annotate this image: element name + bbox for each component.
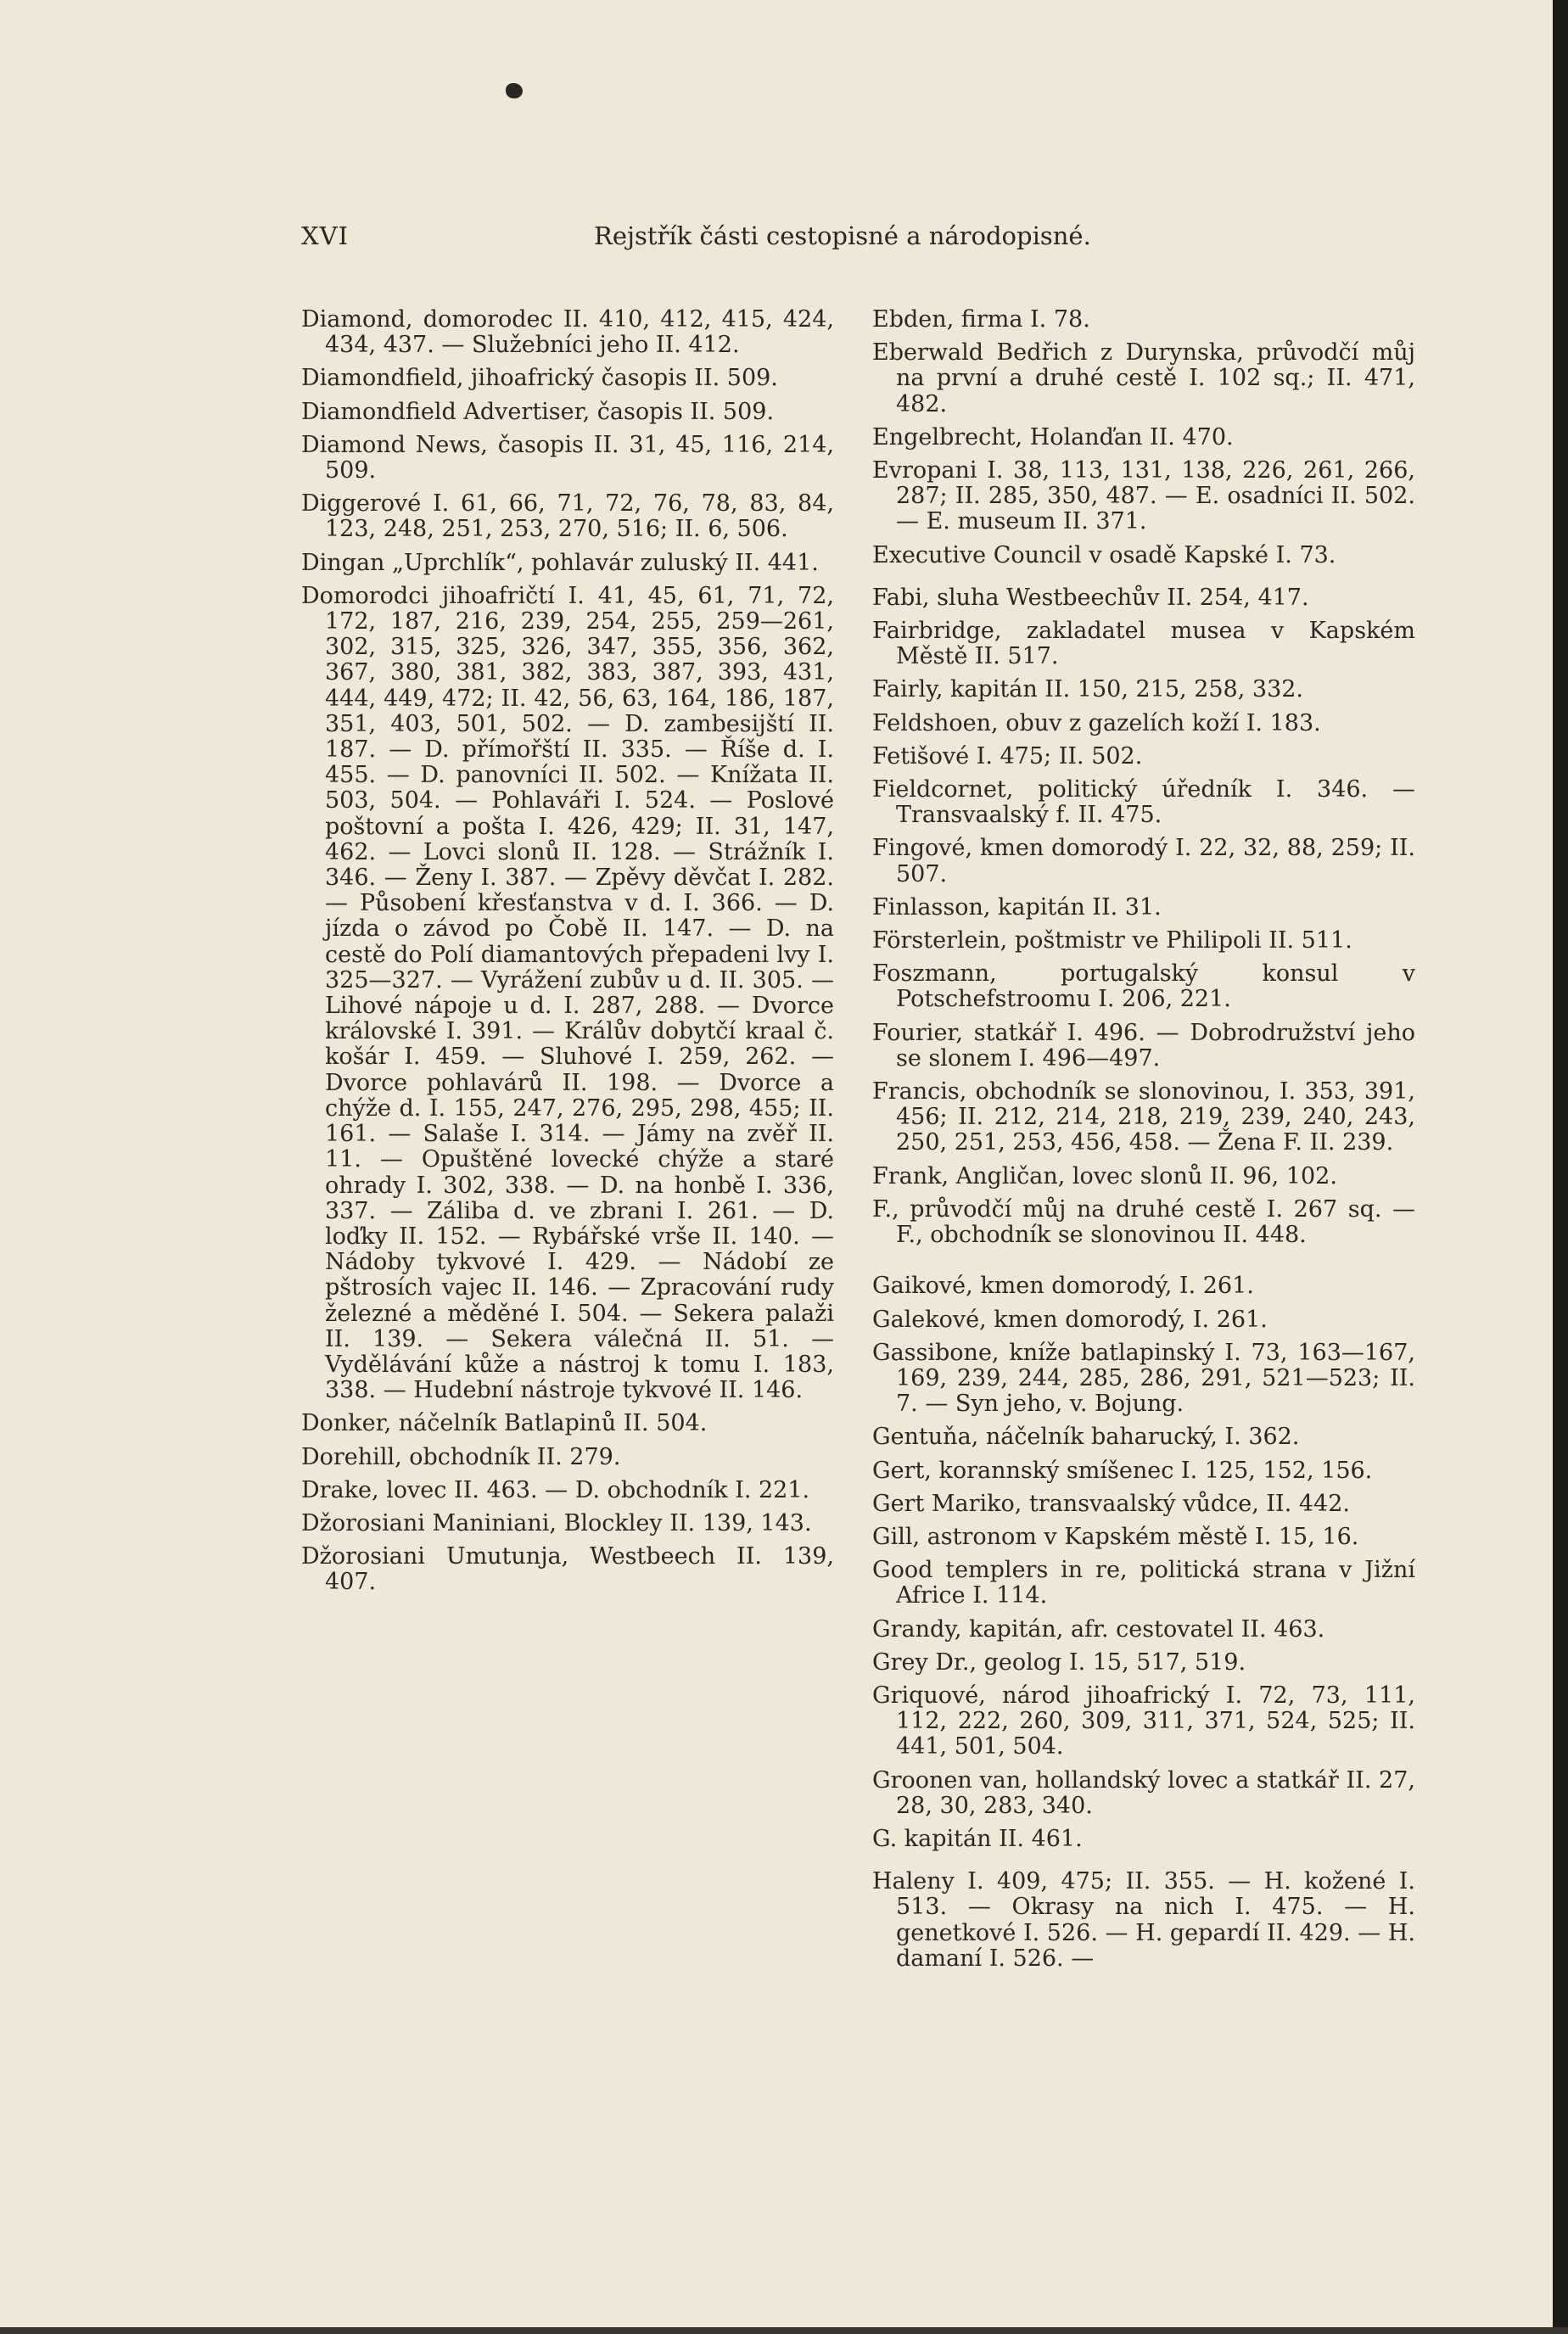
index-entry: Fairbridge, zakladatel musea v Kapském Městě II. 517. — [872, 618, 1415, 670]
index-entry: Dingan „Uprchlík“, pohlavár zuluský II. 441. — [301, 549, 819, 576]
index-entry: Fingové, kmen domorodý I. 22, 32, 88, 259; II. 507. — [872, 835, 1415, 887]
index-entry: Finlasson, kapitán II. 31. — [872, 893, 1162, 921]
index-entry: Gert, korannský smíšenec I. 125, 152, 156. — [872, 1457, 1373, 1484]
book-spine-edge — [1553, 0, 1568, 2334]
index-entry: Ebden, firma I. 78. — [872, 306, 1090, 333]
scan-bottom-edge — [0, 2327, 1568, 2334]
index-entry: Evropani I. 38, 113, 131, 138, 226, 261, 266, 287; II. 285, 350, 487. — E. osadníci II. 502. — E. museum II. 371. — [872, 457, 1415, 535]
index-entry: Diamond News, časopis II. 31, 45, 116, 214, 509. — [301, 431, 834, 484]
index-entry: Diamondfield, jihoafrický časopis II. 509. — [301, 365, 778, 392]
index-entry: Džorosiani Umutunja, Westbeech II. 139, 407. — [301, 1543, 834, 1596]
index-entry: Gentuňa, náčelník baharucký, I. 362. — [872, 1424, 1300, 1451]
index-entry: Galekové, kmen domorodý, I. 261. — [872, 1306, 1268, 1333]
index-entry: Fieldcornet, politický úředník I. 346. — Transvaalský f. II. 475. — [872, 776, 1415, 829]
page-header — [301, 215, 1438, 256]
page-number: XVI — [301, 221, 350, 250]
index-entry: Diggerové I. 61, 66, 71, 72, 76, 78, 83, 84, 123, 248, 251, 253, 270, 516; II. 6, 506. — [301, 490, 834, 543]
index-entry: Försterlein, poštmistr ve Philipoli II. 511. — [872, 927, 1352, 954]
index-entry: Frank, Angličan, lovec slonů II. 96, 102. — [872, 1162, 1337, 1189]
ink-blot — [506, 83, 523, 98]
index-entry: Griquové, národ jihoafrický I. 72, 73, 111, 112, 222, 260, 309, 311, 371, 524, 525; II. 441, 501, 504. — [872, 1682, 1415, 1760]
index-entry: Domorodci jihoafričtí I. 41, 45, 61, 71, 72, 172, 187, 216, 239, 254, 255, 259—261, 302, 315, 325, 326, 347, 355, 356, 362, 367, 380, 381, 382, 383, 387, 393, 431, 444, 449, 472; II. 42, 56, 63, 164, 186, 187, 351, 403, 501, 502. — D. zambesijští II. 187. — D. přímořští II. 335. — Říše d. I. 455. — D. panovníci II. 502. — Knížata II. 503, 504. — Pohlaváři I. 524. — Poslové poštovní a pošta I. 426, 429; II. 31, 147, 462. — Lovci slonů II. 128. — Strážník I. 346. — Ženy I. 387. — Zpěvy děvčat I. 282. — Působení křesťanstva v d. I. 366. — D. jízda o závod po Čobě II. 147. — D. na cestě do Polí diamantových přepadeni lvy I. 325—327. — Vyrážení zubův u d. II. 305. — Lihové nápoje u d. I. 287, 288. — Dvorce královské I. 391. — Králův dobytčí kraal č. košár I. 459. — Sluhové I. 259, 262. — Dvorce pohlavárů II. 198. — Dvorce a chýže d. I. 155, 247, 276, 295, 298, 455; II. 161. — Salaše I. 314. — Jámy na zvěř II. 11. — Opuštěné lovecké chýže a staré ohrady I. 302, 338. — D. na honbě I. 336, 337. — Záliba d. ve zbrani I. 261. — D. loďky II. 152. — Rybářské vrše II. 140. — Nádoby tykvové I. 429. — Nádobí ze pštrosích vajec II. 146. — Zpracování rudy železné a měděné I. 504. — Sekera palaži II. 139. — Sekera válečná II. 51. — Vydělávání kůže a nástroj k tomu I. 183, 338. — Hudební nástroje tykvové II. 146. — [301, 582, 834, 1404]
index-entry: Francis, obchodník se slonovinou, I. 353, 391, 456; II. 212, 214, 218, 219, 239, 240, 243, 250, 251, 253, 456, 458. — Žena F. II. 239. — [872, 1078, 1415, 1156]
index-entry: Gert Mariko, transvaalský vůdce, II. 442. — [872, 1490, 1350, 1517]
index-entry: Diamond, domorodec II. 410, 412, 415, 424, 434, 437. — Služebníci jeho II. 412. — [301, 306, 834, 359]
index-entry: Donker, náčelník Batlapinů II. 504. — [301, 1410, 708, 1437]
index-entry: Fabi, sluha Westbeechův II. 254, 417. — [872, 584, 1309, 611]
index-entry: Dorehill, obchodník II. 279. — [301, 1443, 621, 1470]
index-entry: Drake, lovec II. 463. — D. obchodník I. 221. — [301, 1476, 810, 1503]
index-entry: Gassibone, kníže batlapinský I. 73, 163—167, 169, 239, 244, 285, 286, 291, 521—523; II. 7. — Syn jeho, v. Bojung. — [872, 1339, 1415, 1418]
index-entry: Grey Dr., geolog I. 15, 517, 519. — [872, 1648, 1246, 1676]
index-entry: Groonen van, hollandský lovec a statkář II. 27, 28, 30, 283, 340. — [872, 1766, 1415, 1819]
index-entry: F., průvodčí můj na druhé cestě I. 267 sq. — F., obchodník se slonovinou II. 448. — [872, 1195, 1415, 1249]
index-entry: Fairly, kapitán II. 150, 215, 258, 332. — [872, 676, 1304, 703]
index-entry: Gill, astronom v Kapském městě I. 15, 16. — [872, 1523, 1359, 1550]
index-entry: Fetišové I. 475; II. 502. — [872, 742, 1143, 770]
index-entry: Džorosiani Maniniani, Blockley II. 139, 143. — [301, 1509, 812, 1536]
index-entry: Fourier, statkář I. 496. — Dobrodružství jeho se slonem I. 496—497. — [872, 1019, 1415, 1072]
index-entry: Haleny I. 409, 475; II. 355. — H. kožené I. 513. — Okrasy na nich I. 475. — H. genetkové I. 526. — H. gepardí II. 429. — H. damaní I. 526. — — [872, 1868, 1415, 1972]
index-entry: Feldshoen, obuv z gazelích koží I. 183. — [872, 709, 1321, 736]
index-entry: Diamondfield Advertiser, časopis II. 509. — [301, 398, 775, 425]
index-entry: G. kapitán II. 461. — [872, 1825, 1083, 1852]
index-column-left — [301, 307, 834, 1604]
index-entry: Eberwald Bedřich z Durynska, průvodčí můj na první a druhé cestě I. 102 sq.; II. 471, 482. — [872, 339, 1415, 417]
index-entry: Gaikové, kmen domorodý, I. 261. — [872, 1273, 1254, 1300]
index-column-right — [872, 307, 1415, 1979]
index-entry: Grandy, kapitán, afr. cestovatel II. 463. — [872, 1615, 1325, 1643]
running-title: Rejstřík části cestopisné a národopisné. — [594, 221, 1091, 250]
index-entry: Good templers in re, politická strana v Jižní Africe I. 114. — [872, 1557, 1415, 1609]
index-entry: Executive Council v osadě Kapské I. 73. — [872, 541, 1336, 568]
index-entry: Foszmann, portugalský konsul v Potschefstroomu I. 206, 221. — [872, 960, 1415, 1013]
index-entry: Engelbrecht, Holanďan II. 470. — [872, 423, 1234, 451]
